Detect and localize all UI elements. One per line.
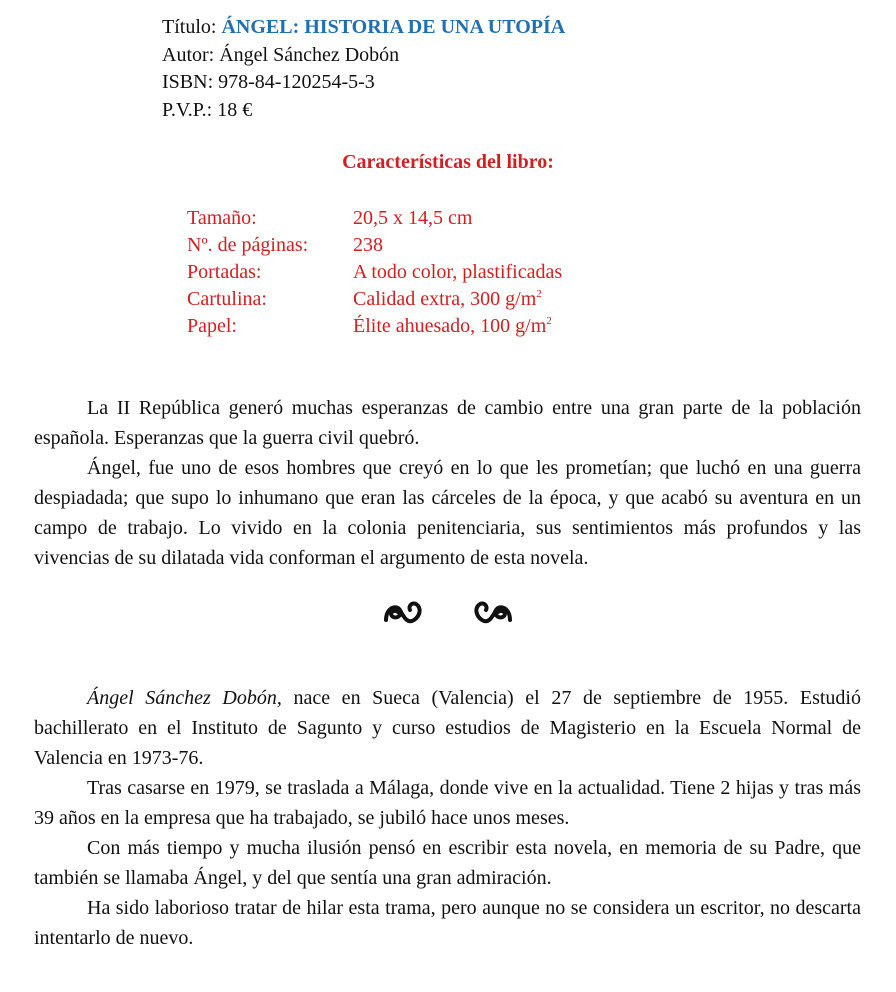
author-name-italic: Ángel Sánchez Dobón,	[87, 687, 282, 709]
bio-paragraph: Ángel Sánchez Dobón, nace en Sueca (Valencia) el 27 de septiembre de 1955. Estudió bachillerato en el Instituto de Sagunto y curso estudios de Magisterio en la Escuela Normal de Valencia en 1973-76.	[34, 687, 861, 769]
synopsis-paragraph: Ángel, fue uno de esos hombres que creyó en lo que les prometían; que luchó en una guerra despiadada; que supo lo inhumano que eran las cárceles de la época, y que acabó su aventura en un campo de trabajo. Lo vivido en la colonia penitenciaria, sus sentimientos más profundos y las vivencias de su dilatada vida conforman el argumento de esta novela.	[34, 457, 861, 569]
feature-label: Nº. de páginas:	[187, 234, 309, 256]
feature-row-paper	[187, 313, 562, 340]
bio-paragraph: Con más tiempo y mucha ilusión pensó en escribir esta novela, en memoria de su Padre, que también se llamaba Ángel, y del que sentía una gran admiración.	[34, 837, 861, 889]
feature-label: Portadas:	[187, 261, 262, 283]
features-heading: Características del libro:	[342, 151, 554, 173]
feature-label: Papel:	[187, 315, 237, 337]
feature-value: 238	[353, 234, 383, 256]
title-label: Título:	[162, 16, 217, 38]
bio-paragraph: Tras casarse en 1979, se traslada a Málaga, donde vive en la actualidad. Tiene 2 hijas y tras más 39 años en la empresa que ha trabajado, se jubiló hace unos meses.	[34, 777, 861, 829]
features-table	[187, 205, 562, 340]
feature-row-covers	[187, 259, 562, 286]
feature-label: Tamaño:	[187, 207, 257, 229]
book-title: ÁNGEL: HISTORIA DE UNA UTOPÍA	[221, 16, 566, 38]
feature-label: Cartulina:	[187, 288, 267, 310]
bio-paragraph: Ha sido laborioso tratar de hilar esta trama, pero aunque no se considera un escritor, no descarta intentarlo de nuevo.	[34, 897, 861, 949]
book-header	[162, 14, 565, 124]
synopsis-paragraph: La II República generó muchas esperanzas de cambio entre una gran parte de la población española. Esperanzas que la guerra civil quebró.	[34, 397, 861, 449]
isbn-line: ISBN: 978-84-120254-5-3	[162, 71, 375, 93]
ornament-left-icon	[382, 615, 430, 632]
feature-value: A todo color, plastificadas	[353, 261, 563, 283]
ornament-divider	[0, 598, 896, 633]
synopsis	[34, 393, 861, 573]
author-line: Autor: Ángel Sánchez Dobón	[162, 43, 400, 66]
feature-row-size	[187, 205, 562, 232]
ornament-right-icon	[470, 615, 514, 632]
feature-row-cardstock	[187, 286, 562, 313]
price-line: P.V.P.: 18 €	[162, 98, 253, 121]
feature-row-pages	[187, 232, 562, 259]
title-line	[162, 14, 565, 42]
feature-value: Calidad extra, 300 $g/m^2$	[353, 288, 542, 310]
feature-value: Élite ahuesado, 100 $g/m^2$	[353, 315, 552, 337]
feature-value: 20,5 x 14,5 cm	[353, 207, 473, 229]
author-bio	[34, 683, 861, 953]
